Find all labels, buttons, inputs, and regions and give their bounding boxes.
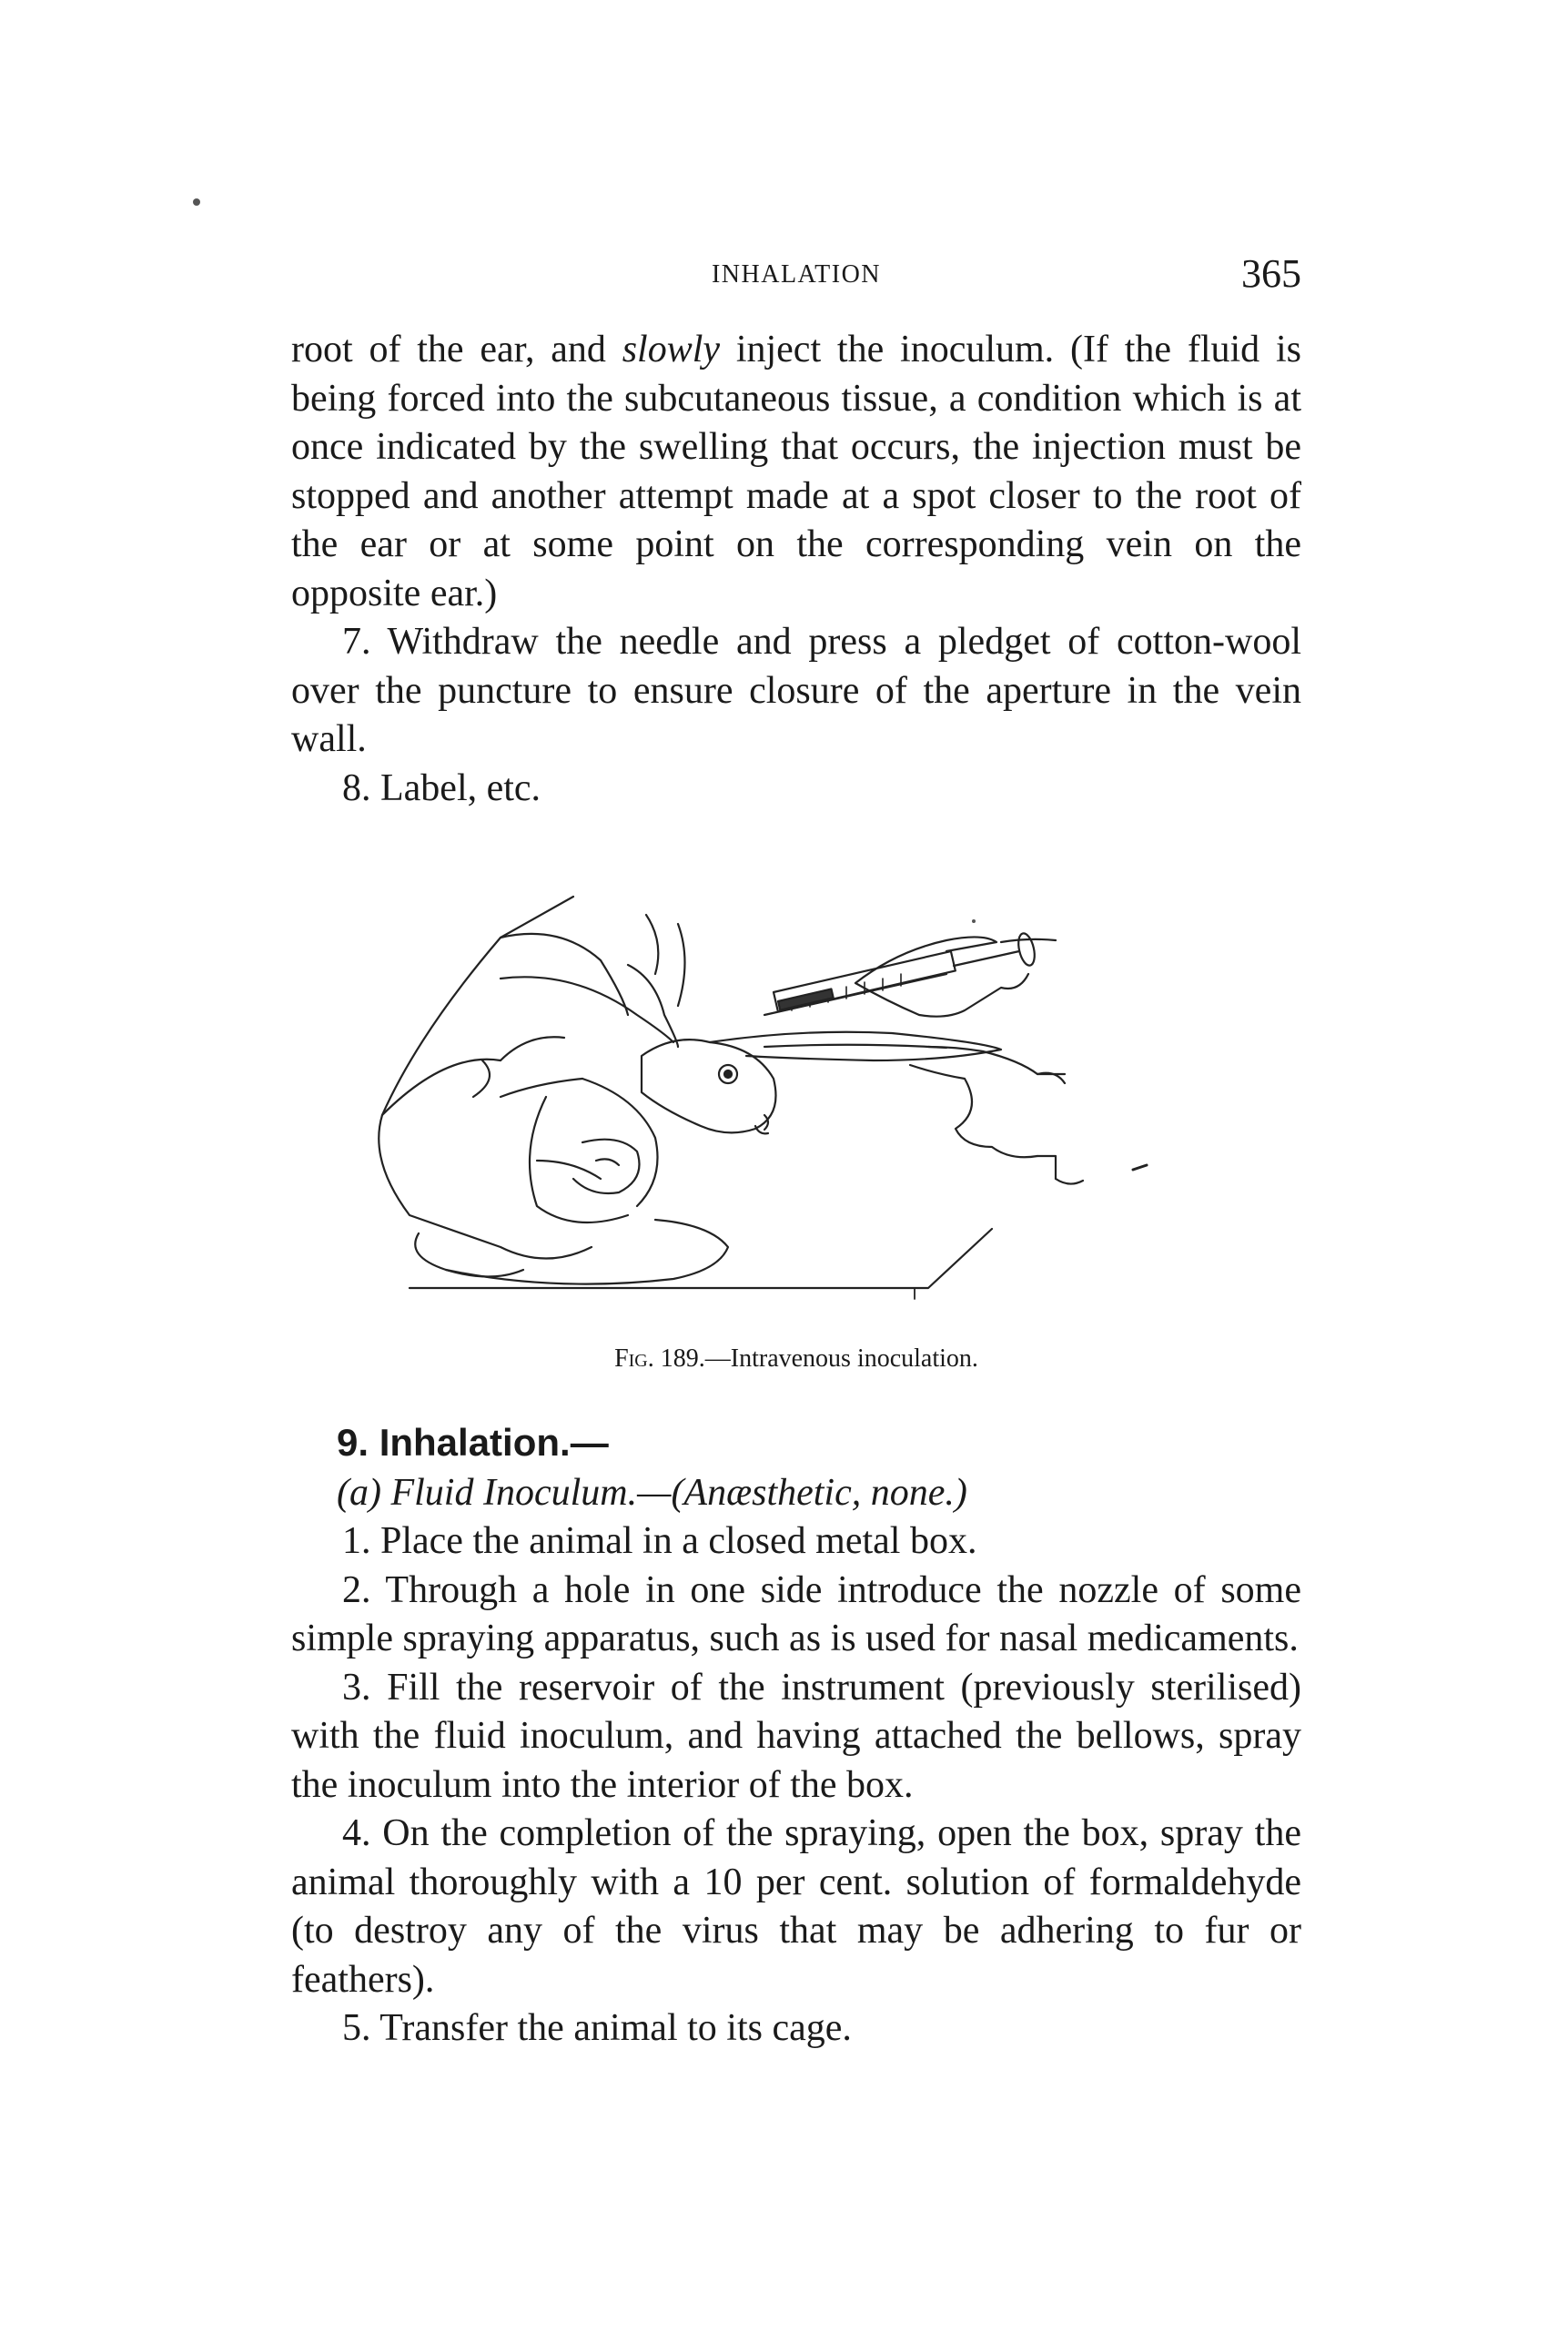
rabbit-ear-left: [628, 965, 678, 1047]
emphasis-slowly: slowly: [622, 329, 721, 370]
rabbit-head: [642, 1040, 776, 1132]
rabbit-ear-injection-illustration: [364, 888, 1292, 1343]
figure-189: [364, 888, 1292, 1343]
step-5: 5. Transfer the animal to its cage.: [342, 2007, 852, 2049]
injecting-hand: [855, 937, 1028, 1016]
subsection-title: (a) Fluid Inoculum.—(Anæsthetic, none.): [337, 1471, 967, 1514]
step-3: 3. Fill the reservoir of the instrument (previously sterilised) with the fluid inoculum, and having attached the bellows, spray the inoculum into the interior of the box.: [291, 1666, 1301, 1806]
syringe-icon: [764, 932, 1037, 1015]
page-header: [291, 251, 1301, 311]
step-1: 1. Place the animal in a closed metal box.: [342, 1520, 977, 1562]
figure-caption: Fig. 189.—Intravenous inoculation.: [614, 1344, 978, 1373]
scan-speck: [972, 919, 976, 923]
holding-hand: [910, 1047, 1065, 1157]
running-head: INHALATION: [711, 260, 882, 289]
bottom-text-block: [291, 1418, 1301, 2054]
scan-speck: [193, 198, 200, 206]
step-8: 8. Label, etc.: [342, 766, 541, 809]
step-4: 4. On the completion of the spraying, open the box, spray the animal thoroughly with a 10 per cent. solution of formaldehyde (to destroy any of the virus that may be adhering to fur or feathers).: [291, 1812, 1301, 2001]
section-heading: 9. Inhalation.—: [337, 1421, 609, 1464]
top-text-block: [291, 326, 1301, 813]
paragraph-continuation: root of the ear, and slowly inject the inoculum. (If the fluid is being forced into the subcutaneous tissue, a condition which is at once indicated by the swelling that occurs, the injection must be stopped and another attempt made at a spot closer to the root of the ear or at some point on the corresponding vein on the opposite ear.): [291, 329, 1301, 614]
rabbit-ear-right: [710, 1032, 1001, 1060]
page-number: 365: [1241, 251, 1301, 296]
step-7: 7. Withdraw the needle and press a pledget of cotton-wool over the puncture to ensure closure of the aperture in the vein wall.: [291, 621, 1301, 760]
step-2: 2. Through a hole in one side introduce the nozzle of some simple spraying apparatus, such as is used for nasal medicaments.: [291, 1568, 1301, 1659]
operator-sleeve: [379, 897, 592, 1259]
